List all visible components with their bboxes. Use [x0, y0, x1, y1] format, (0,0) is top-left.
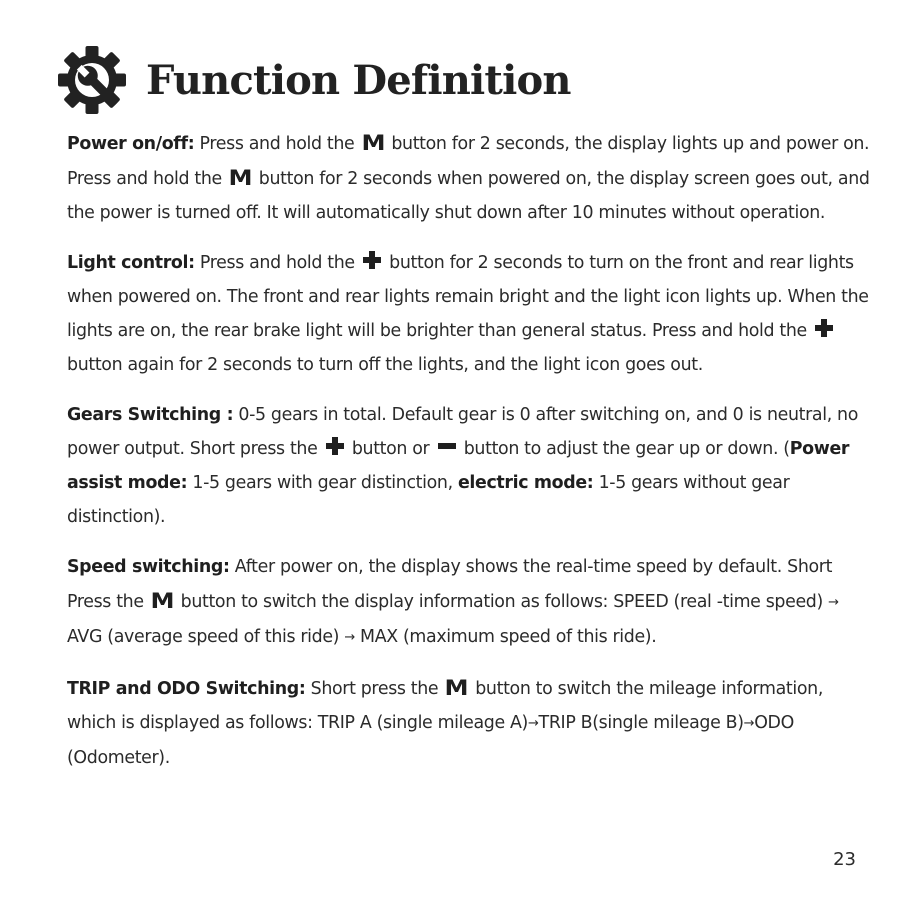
arrow-right-icon: →: [743, 716, 755, 731]
m-button-icon: M: [444, 676, 469, 700]
paragraph-text: button for 2 seconds to turn on the front and rear lights when powered on. The front and rear lights remain bright and the light icon lights up. When the lights are on, the rear brake light will be brighter than general status. Press and hold the: [67, 253, 869, 341]
power-on-off-label: Power on/off:: [67, 134, 195, 154]
minus-button-icon: [437, 436, 457, 456]
plus-button-icon: [362, 250, 382, 270]
header: [56, 44, 571, 116]
gears-switching-paragraph: [67, 398, 877, 534]
trip-odo-label: TRIP and ODO Switching:: [67, 679, 306, 699]
arrow-right-icon: →: [828, 595, 839, 610]
paragraph-text: ODO (Odometer).: [67, 713, 794, 768]
arrow-right-icon: →: [344, 630, 355, 645]
m-button-icon: M: [228, 166, 253, 190]
m-button-icon: M: [150, 589, 174, 613]
power-assist-mode-label: Power assist mode:: [67, 439, 850, 493]
paragraph-text: button for 2 seconds when powered on, the display screen goes out, and the power is turned off. It will automatically shut down after 10 minutes without operation.: [67, 169, 870, 223]
m-button-icon: M: [361, 131, 385, 155]
trip-odo-paragraph: [67, 671, 877, 775]
paragraph-text: After power on, the display shows the real-time speed by default. Short Press the: [67, 557, 833, 612]
paragraph-text: Short press the: [310, 679, 439, 699]
paragraph-text: Press and hold the: [199, 134, 355, 154]
paragraph-text: button for 2 seconds, the display lights up and power on. Press and hold the: [67, 134, 870, 189]
plus-button-icon: [325, 436, 345, 456]
paragraph-text: 0-5 gears in total. Default gear is 0 after switching on, and 0 is neutral, no power output. Short press the: [67, 405, 859, 459]
paragraph-text: TRIP B(single mileage B): [538, 713, 744, 733]
paragraph-text: AVG (average speed of this ride): [67, 627, 340, 647]
paragraph-text: MAX (maximum speed of this ride).: [360, 627, 657, 647]
paragraph-text: button again for 2 seconds to turn off the lights, and the light icon goes out.: [67, 355, 703, 375]
arrow-right-icon: →: [528, 716, 539, 731]
power-on-off-paragraph: [67, 126, 877, 230]
page-number: 23: [833, 849, 856, 870]
paragraph-text: 1-5 gears with gear distinction,: [192, 473, 453, 493]
light-control-label: Light control:: [67, 253, 195, 273]
paragraph-text: Press and hold the: [199, 253, 355, 273]
plus-button-icon: [814, 318, 834, 338]
paragraph-text: button to switch the display information as follows: SPEED (real -time speed): [180, 592, 823, 612]
speed-switching-paragraph: [67, 550, 877, 655]
paragraph-text: button to adjust the gear up or down. (: [463, 439, 790, 459]
page-title: Function Definition: [146, 56, 571, 104]
light-control-paragraph: [67, 246, 877, 382]
gears-switching-label: Gears Switching :: [67, 405, 234, 425]
paragraph-text: button to switch the mileage information, which is displayed as follows: TRIP A (single mileage A): [67, 679, 823, 733]
speed-switching-label: Speed switching:: [67, 557, 230, 577]
function-list: [67, 126, 877, 791]
paragraph-text: 1-5 gears without gear distinction).: [67, 473, 790, 527]
electric-mode-label: electric mode:: [457, 473, 594, 493]
paragraph-text: button or: [351, 439, 430, 459]
gear-wrench-icon: [56, 44, 128, 116]
